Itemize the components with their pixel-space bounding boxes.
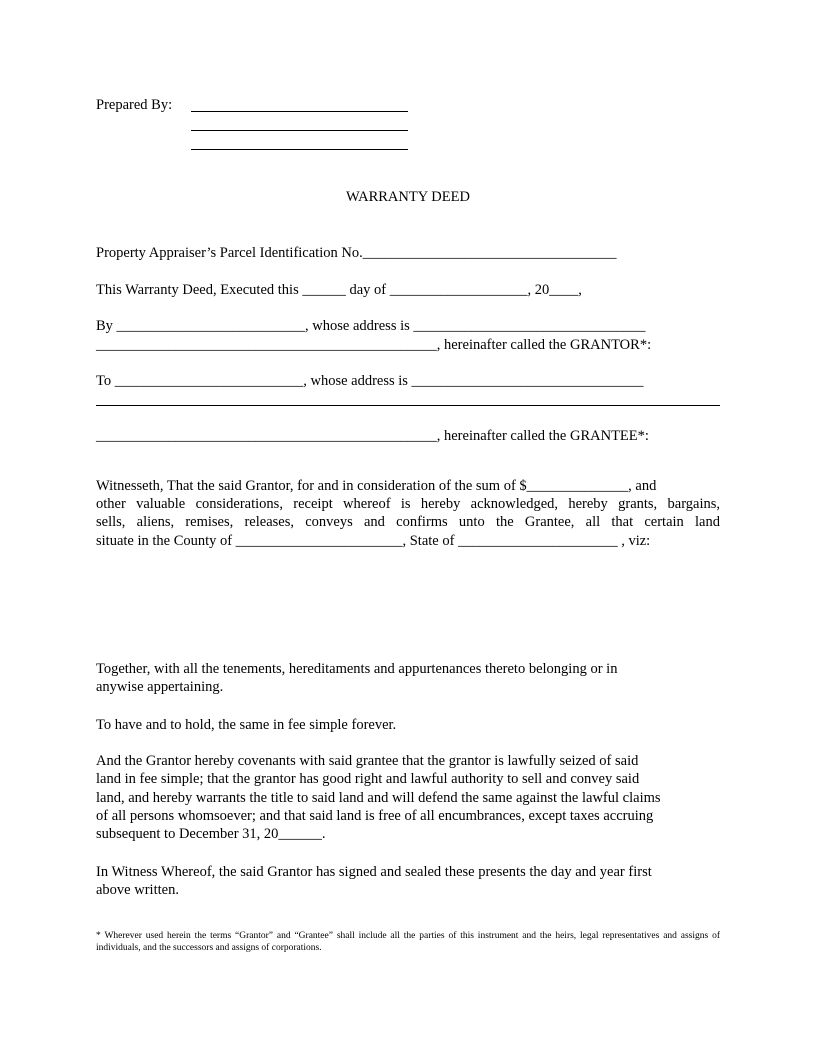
witnesseth-line-1-text: Witnesseth, That the said Grantor, for and in consideration of the sum of $______________, and [96,478,657,494]
grantee-to-text: To __________________________, whose address is ________________________________ [96,373,644,389]
prepared-by-label: Prepared By: [96,97,173,113]
grantor-by-line [96,317,720,335]
witnesseth-line-1 [96,477,720,495]
witnesseth-line-3: sells, aliens, remises, releases, conveys and confirms unto the Grantee, all that certain land [96,514,720,530]
covenant-paragraph: And the Grantor hereby covenants with said grantee that the grantor is lawfully seized of said land in fee simple; that the grantor has good right and lawful authority to sell and convey said land, and hereby warrants the title to said land and will defend the same against the lawful claims of all persons whomsoever; and that said land is free of all encumbrances, except taxes accruing subsequent to December 31, 20______. [96,753,661,843]
grantee-hereinafter-line: _______________________________________________, hereinafter called the GRANTEE*: [96,428,649,444]
habendum-paragraph: To have and to hold, the same in fee simple forever. [96,717,397,733]
parcel-id-line: Property Appraiser’s Parcel Identification No.___________________________________ [96,245,617,261]
prepared-by-blank-2[interactable] [191,130,408,131]
prepared-by-blank-1[interactable] [191,111,408,112]
grantee-address-blank[interactable] [96,405,720,406]
witnesseth-line-4: situate in the County of _______________________, State of ______________________ , viz: [96,533,651,549]
executed-line: This Warranty Deed, Executed this ______ day of ___________________, 20____, [96,282,582,298]
grantee-to-line [96,372,720,390]
document-title: WARRANTY DEED [346,189,470,205]
witnesseth-line-2: other valuable considerations, receipt whereof is hereby acknowledged, hereby grants, bargains, [96,496,720,512]
prepared-by-blank-3[interactable] [191,149,408,150]
together-paragraph: Together, with all the tenements, hereditaments and appurtenances thereto belonging or in anywise appertaining. [96,661,618,696]
footnote: * Wherever used herein the terms “Grantor” and “Grantee” shall include all the parties of this instrument and the heirs, legal representatives and assigns of individuals, and the successors and assigns of corporations. [96,931,720,953]
grantor-by-text: By __________________________, whose address is ________________________________ [96,318,646,334]
witness-whereof-paragraph: In Witness Whereof, the said Grantor has signed and sealed these presents the day and year first above written. [96,864,652,899]
grantor-hereinafter-line: _______________________________________________, hereinafter called the GRANTOR*: [96,337,652,353]
